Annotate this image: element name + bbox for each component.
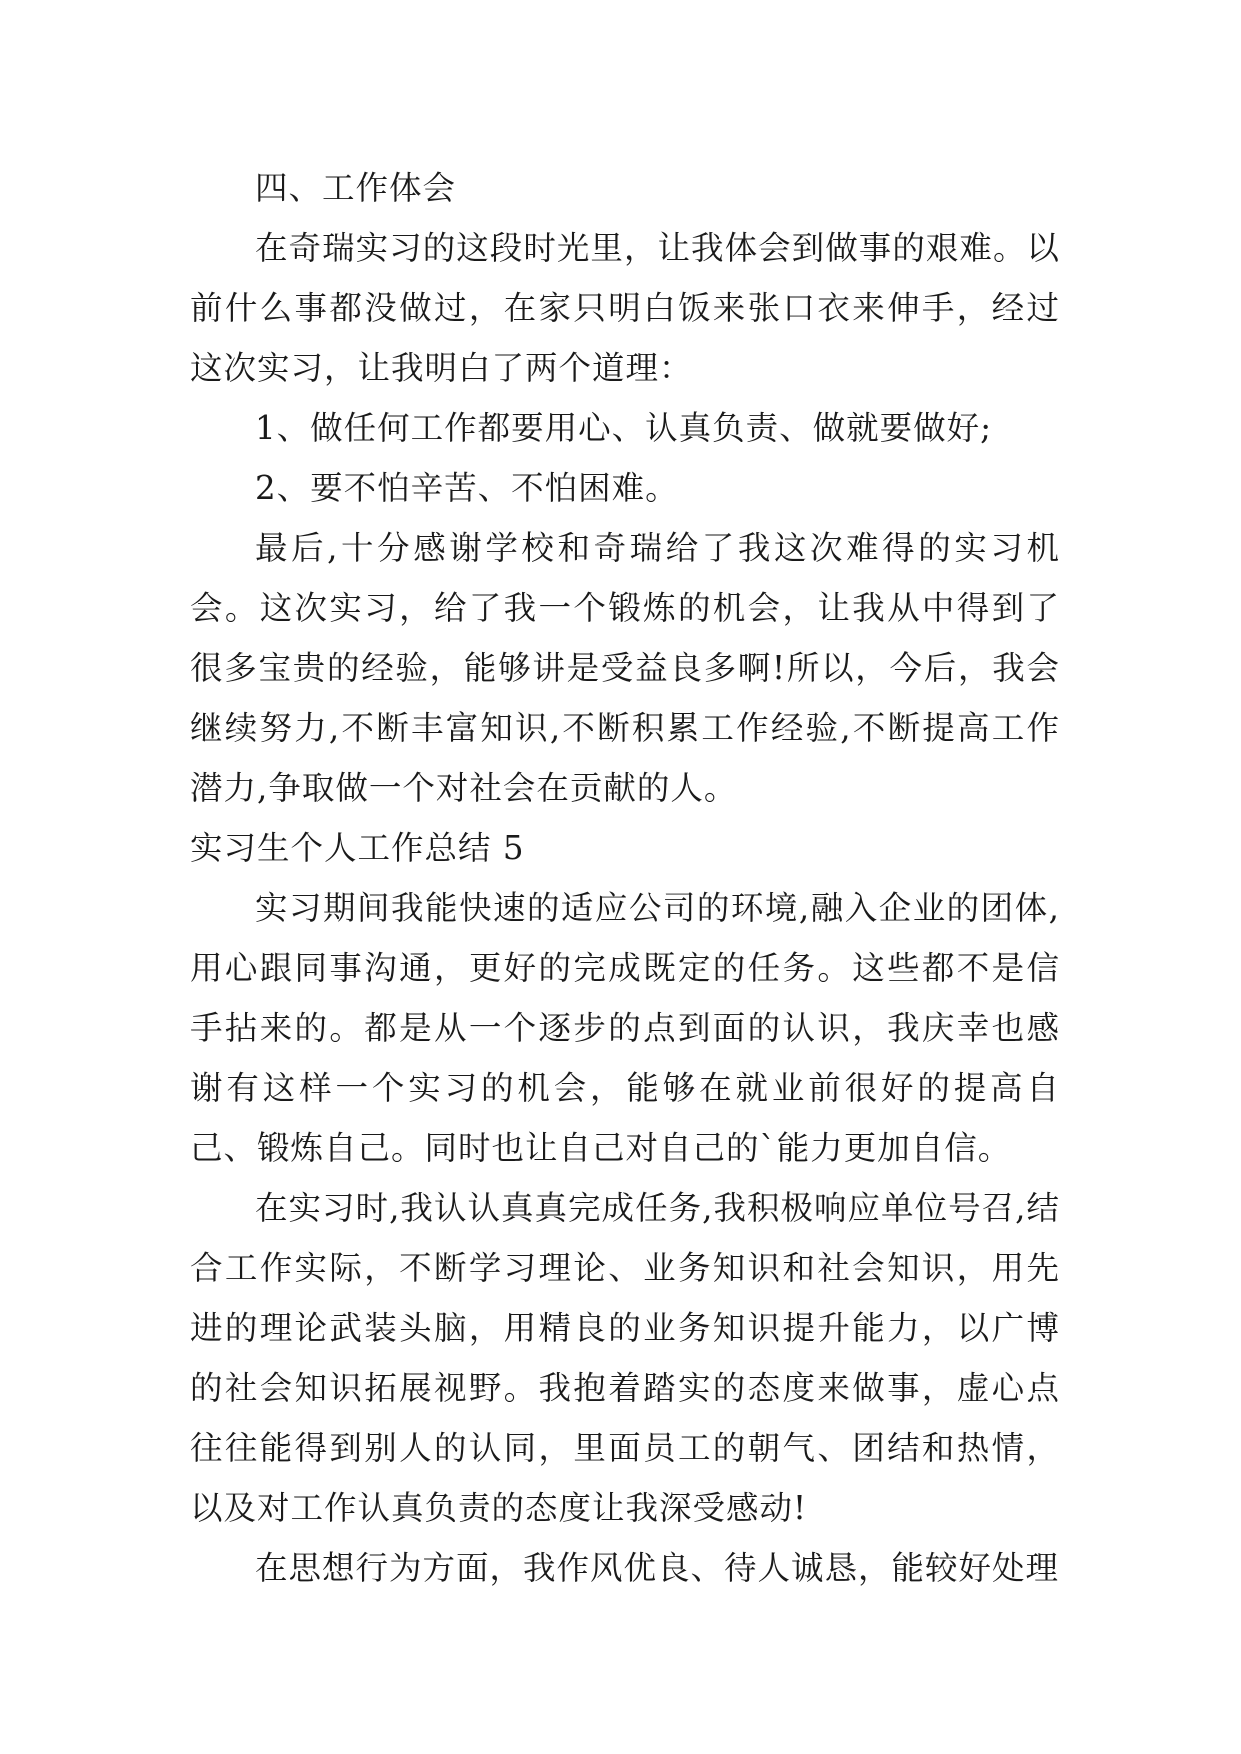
paragraph: 实习期间我能快速的适应公司的环境,融入企业的团体,用心跟同事沟通，更好的完成既定的任务。这些都不是信手拈来的。都是从一个逐步的点到面的认识，我庆幸也感谢有这样一个实习的机会，能够在就业前很好的提高自己、锻炼自己。同时也让自己对自己的`能力更加自信。: [190, 889, 1060, 1167]
paragraph: 最后,十分感谢学校和奇瑞给了我这次难得的实习机会。这次实习，给了我一个锻炼的机会，让我从中得到了很多宝贵的经验，能够讲是受益良多啊!所以，今后，我会继续努力,不断丰富知识,不断积累工作经验,不断提高工作潜力,争取做一个对社会在贡献的人。: [190, 529, 1060, 807]
paragraph: 在奇瑞实习的这段时光里，让我体会到做事的艰难。以前什么事都没做过，在家只明白饭来张口衣来伸手，经过这次实习，让我明白了两个道理：: [190, 229, 1060, 387]
document-body: [190, 158, 1060, 1598]
section-heading: 四、工作体会: [255, 169, 457, 207]
list-item: 1、做任何工作都要用心、认真负责、做就要做好;: [255, 409, 993, 447]
paragraph: 在思想行为方面，我作风优良、待人诚恳，能较好处理: [255, 1549, 1060, 1587]
section-title: 实习生个人工作总结 5: [190, 829, 525, 867]
paragraph: 在实习时,我认认真真完成任务,我积极响应单位号召,结合工作实际，不断学习理论、业务知识和社会知识，用先进的理论武装头脑，用精良的业务知识提升能力，以广博的社会知识拓展视野。我抱着踏实的态度来做事，虚心点往往能得到别人的认同，里面员工的朝气、团结和热情，以及对工作认真负责的态度让我深受感动!: [190, 1189, 1060, 1527]
list-item: 2、要不怕辛苦、不怕困难。: [255, 469, 679, 507]
